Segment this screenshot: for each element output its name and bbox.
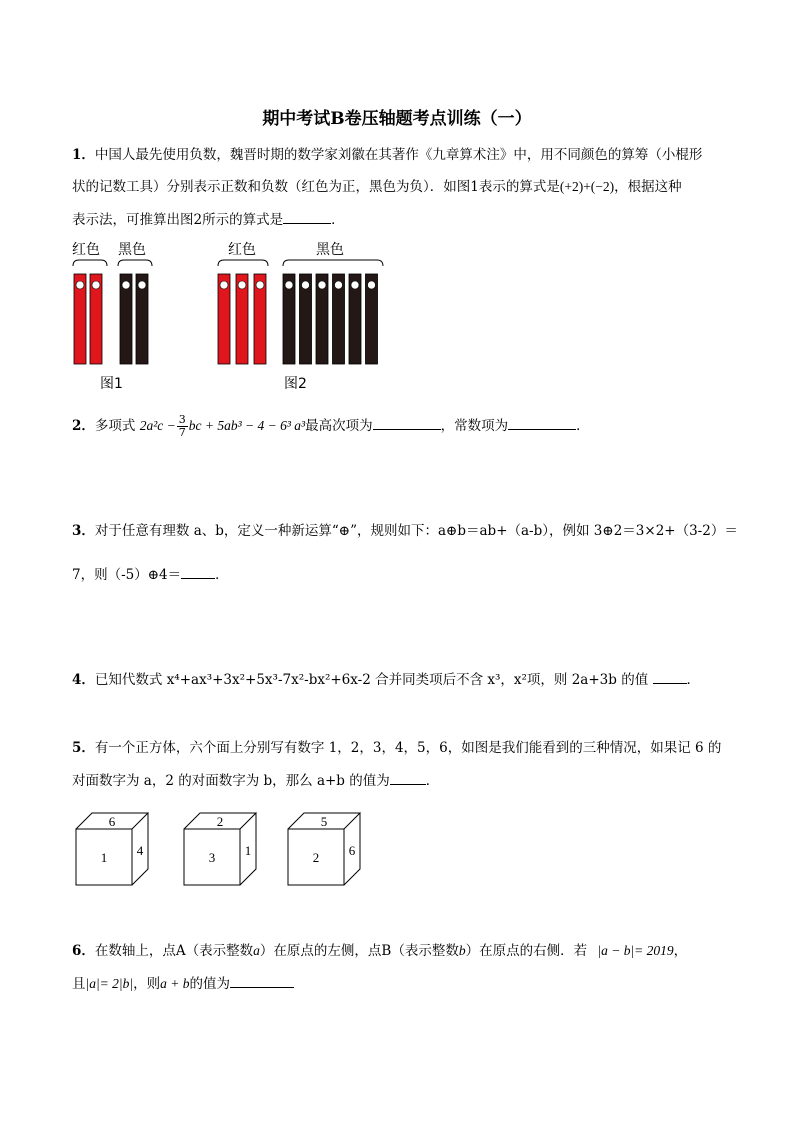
cube: [76, 813, 148, 885]
cube-top-face-number: 2: [216, 814, 224, 829]
question-text: 且: [72, 976, 86, 992]
question-text: 最高次项为: [305, 418, 373, 434]
question-5-line-2: 对面数字为 a，2 的对面数字为 b，那么 a+b 的值为 ．: [72, 773, 440, 789]
question-number: 6．: [72, 943, 95, 959]
question-text: 对面数字为 a，2 的对面数字为 b，那么 a+b 的值为: [72, 773, 390, 789]
cube-right-face-number: 1: [244, 843, 252, 858]
expression: (+2)+(−2): [559, 179, 615, 194]
cube-top-face-number: 5: [320, 814, 328, 829]
rod-hole: [76, 281, 84, 289]
black-label: 黑色: [316, 242, 344, 258]
black-label: 黑色: [118, 242, 146, 258]
rod-hole: [220, 281, 228, 289]
fig1-caption: 图1: [100, 376, 123, 392]
question-number: 1．: [72, 147, 95, 163]
cube-top-face-number: 6: [108, 814, 116, 829]
question-number: 4．: [72, 672, 95, 688]
question-text: 对于任意有理数 a、b，定义一种新运算“⊕”，规则如下：a⊕b＝ab+（a-b），例如 3⊕2＝3×2+（3-2）＝: [94, 523, 738, 539]
question-number: 2．: [72, 418, 95, 434]
polynomial-part: bc + 5ab³ − 4 − 6³ a³: [188, 418, 306, 433]
question-text: 中国人最先使用负数，魏晋时期的数学家刘徽在其著作《九章算术注》中，用不同颜色的算筹（小棍形: [94, 147, 703, 163]
absolute-value-expression: |a|= 2|b|: [85, 976, 134, 991]
question-text: 已知代数式 x⁴+ax³+3x²+5x³-7x²-bx²+6x-2 合并同类项后不含 x³，x²项，则 2a+3b 的值: [94, 672, 649, 688]
cube-front-face-number: 1: [100, 850, 108, 865]
cubes-figure: [70, 804, 370, 894]
red-label: 红色: [228, 242, 256, 258]
brace: [218, 260, 268, 266]
fraction: $\frac{3}{7}$: [178, 413, 186, 439]
rod-hole: [92, 281, 100, 289]
rods-group: [74, 274, 378, 364]
polynomial-part: 2a²c −: [139, 418, 176, 433]
red-label: 红色: [72, 242, 100, 258]
question-text: 在数轴上，点A（表示整数: [94, 943, 254, 959]
answer-blank: [653, 670, 687, 684]
question-6-line-1: 6．在数轴上，点A（表示整数a）在原点的左侧，点B（表示整数b）在原点的右侧．若 |a − b|= 2019，: [72, 943, 688, 959]
question-text: ，则: [133, 976, 161, 992]
cube: [184, 813, 256, 885]
cubes-group: [76, 813, 360, 885]
rod-hole: [302, 281, 310, 289]
answer-blank: [283, 210, 331, 224]
cube-right-face-number: 4: [136, 843, 144, 858]
question-text: ）在原点的右侧．若: [465, 943, 588, 959]
answer-blank: [230, 974, 294, 988]
rod-hole: [335, 281, 343, 289]
question-1-line-3: 表示法，可推算出图2所示的算式是 ．: [72, 212, 345, 228]
rod-hole: [351, 281, 359, 289]
rod-hole: [138, 281, 146, 289]
absolute-value-expression: |a − b|= 2019: [597, 943, 674, 958]
question-3-line-1: [72, 522, 738, 540]
question-text: ，根据这种: [614, 179, 682, 195]
rod-hole: [285, 281, 293, 289]
answer-blank: [373, 416, 441, 430]
question-number: 5．: [72, 740, 95, 756]
question-3-line-2: 7，则（-5）⊕4＝ ．: [72, 567, 229, 583]
question-1-line-1: [72, 146, 702, 164]
question-number: 3．: [72, 523, 95, 539]
cube-front-face-number: 3: [208, 850, 216, 865]
fig2-caption: 图2: [284, 376, 307, 392]
question-text: ，常数项为: [440, 418, 509, 434]
question-text: 多项式: [94, 418, 136, 434]
answer-blank: [181, 565, 215, 579]
rod-hole: [368, 281, 376, 289]
cube-right-face-number: 6: [348, 843, 356, 858]
rod-hole: [318, 281, 326, 289]
rod-hole: [122, 281, 130, 289]
question-text: 7，则（-5）⊕4＝: [72, 567, 182, 583]
brace: [283, 260, 383, 266]
question-text: 有一个正方体，六个面上分别写有数字 1，2，3，4，5，6，如图是我们能看到的三种情况，如果记 6 的: [94, 740, 722, 756]
cube: [288, 813, 360, 885]
question-4: 4．已知代数式 x⁴+ax³+3x²+5x³-7x²-bx²+6x-2 合并同类项后不含 x³，x²项，则 2a+3b 的值 ．: [72, 672, 700, 688]
counting-rods-figure: [60, 236, 400, 396]
question-2: 2．多项式 2a²c − $\frac{3}{7}$ bc + 5ab³ − 4 − 6³ a³最高次项为 ，常数项为 ．: [72, 413, 590, 439]
question-text: 的值为: [189, 976, 230, 992]
answer-blank: [508, 416, 576, 430]
question-6-line-2: 且|a|= 2|b|，则a + b的值为: [72, 974, 294, 993]
rod-hole: [238, 281, 246, 289]
page-title: 期中考试B卷压轴题考点训练（一）: [262, 109, 532, 129]
question-text: 表示法，可推算出图2所示的算式是: [72, 212, 284, 228]
question-1-line-2: [72, 178, 682, 196]
cube-front-face-number: 2: [312, 850, 320, 865]
brace: [118, 260, 152, 266]
question-text: 状的记数工具）分别表示正数和负数（红色为正，黑色为负）．如图1表示的算式是: [72, 179, 560, 195]
rod-hole: [256, 281, 264, 289]
question-5-line-1: [72, 739, 721, 757]
answer-blank: [390, 771, 426, 785]
question-text: ）在原点的左侧，点B（表示整数: [259, 943, 459, 959]
brace: [73, 260, 107, 266]
